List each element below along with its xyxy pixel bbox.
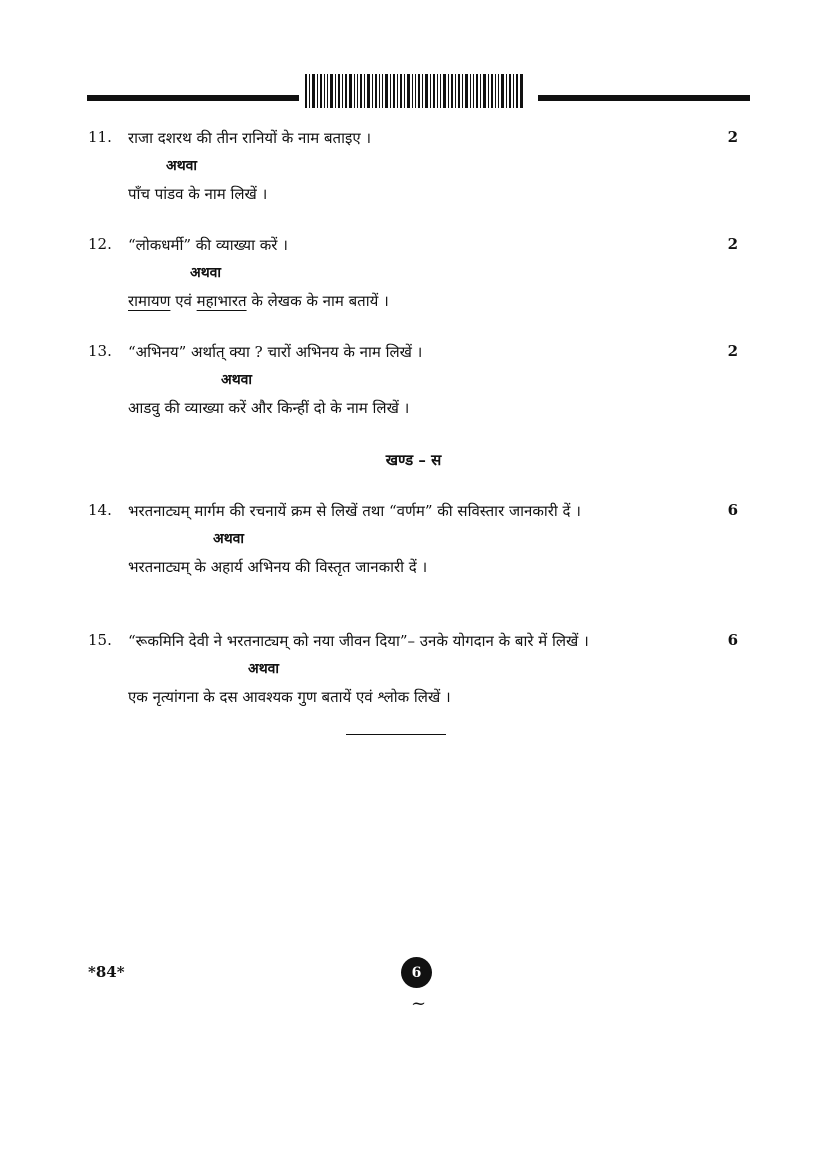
or-label: अथवा	[248, 661, 280, 677]
alternative-question-text	[128, 291, 389, 311]
or-label: अथवा	[166, 158, 198, 174]
question-text: राजा दशरथ की तीन रानियों के नाम बताइए ।	[128, 129, 372, 147]
end-of-paper-rule	[346, 734, 446, 735]
continuation-mark: ~	[411, 993, 427, 1014]
question-marks: 2	[727, 342, 738, 360]
underlined-term-mahabharat: महाभारत	[196, 292, 247, 310]
question-text: “लोकधर्मी” की व्याख्या करें ।	[128, 236, 288, 254]
header-rule-right	[538, 95, 750, 101]
question-text: “अभिनय” अर्थात् क्या ? चारों अभिनय के नाम लिखें ।	[128, 343, 423, 361]
alternative-question-text: एक नृत्यांगना के दस आवश्यक गुण बतायें एवं श्लोक लिखें ।	[128, 688, 451, 706]
paper-code: *84*	[88, 963, 125, 981]
question-number: 11.	[88, 128, 112, 146]
question-marks: 6	[727, 631, 738, 649]
question-number: 14.	[88, 501, 112, 519]
question-text: “रूकमिनि देवी ने भरतनाट्यम् को नया जीवन दिया”– उनके योगदान के बारे में लिखें ।	[128, 632, 589, 650]
header-rule-left	[87, 95, 299, 101]
or-label: अथवा	[190, 265, 222, 281]
alternative-question-text: आडवु की व्याख्या करें और किन्हीं दो के नाम लिखें ।	[128, 399, 410, 417]
underlined-term-ramayan: रामायण	[128, 292, 171, 310]
page-number-badge	[401, 957, 432, 988]
section-heading: खण्ड – स	[385, 451, 442, 469]
barcode-image	[305, 74, 523, 108]
connector-word: एवं	[175, 292, 192, 310]
or-label: अथवा	[221, 372, 253, 388]
question-marks: 2	[727, 128, 738, 146]
alternative-question-text: भरतनाट्यम् के अहार्य अभिनय की विस्तृत जानकारी दें ।	[128, 558, 428, 576]
alternative-question-text: पाँच पांडव के नाम लिखें ।	[128, 185, 268, 203]
or-label: अथवा	[213, 531, 245, 547]
page-number: 6	[411, 964, 422, 981]
question-number: 15.	[88, 631, 112, 649]
question-number: 13.	[88, 342, 112, 360]
question-text: भरतनाट्यम् मार्गम की रचनायें क्रम से लिखें तथा “वर्णम” की सविस्तार जानकारी दें ।	[128, 502, 581, 520]
question-number: 12.	[88, 235, 112, 253]
question-marks: 2	[727, 235, 738, 253]
question-marks: 6	[727, 501, 738, 519]
alternative-question-rest: के लेखक के नाम बतायें ।	[251, 292, 389, 310]
